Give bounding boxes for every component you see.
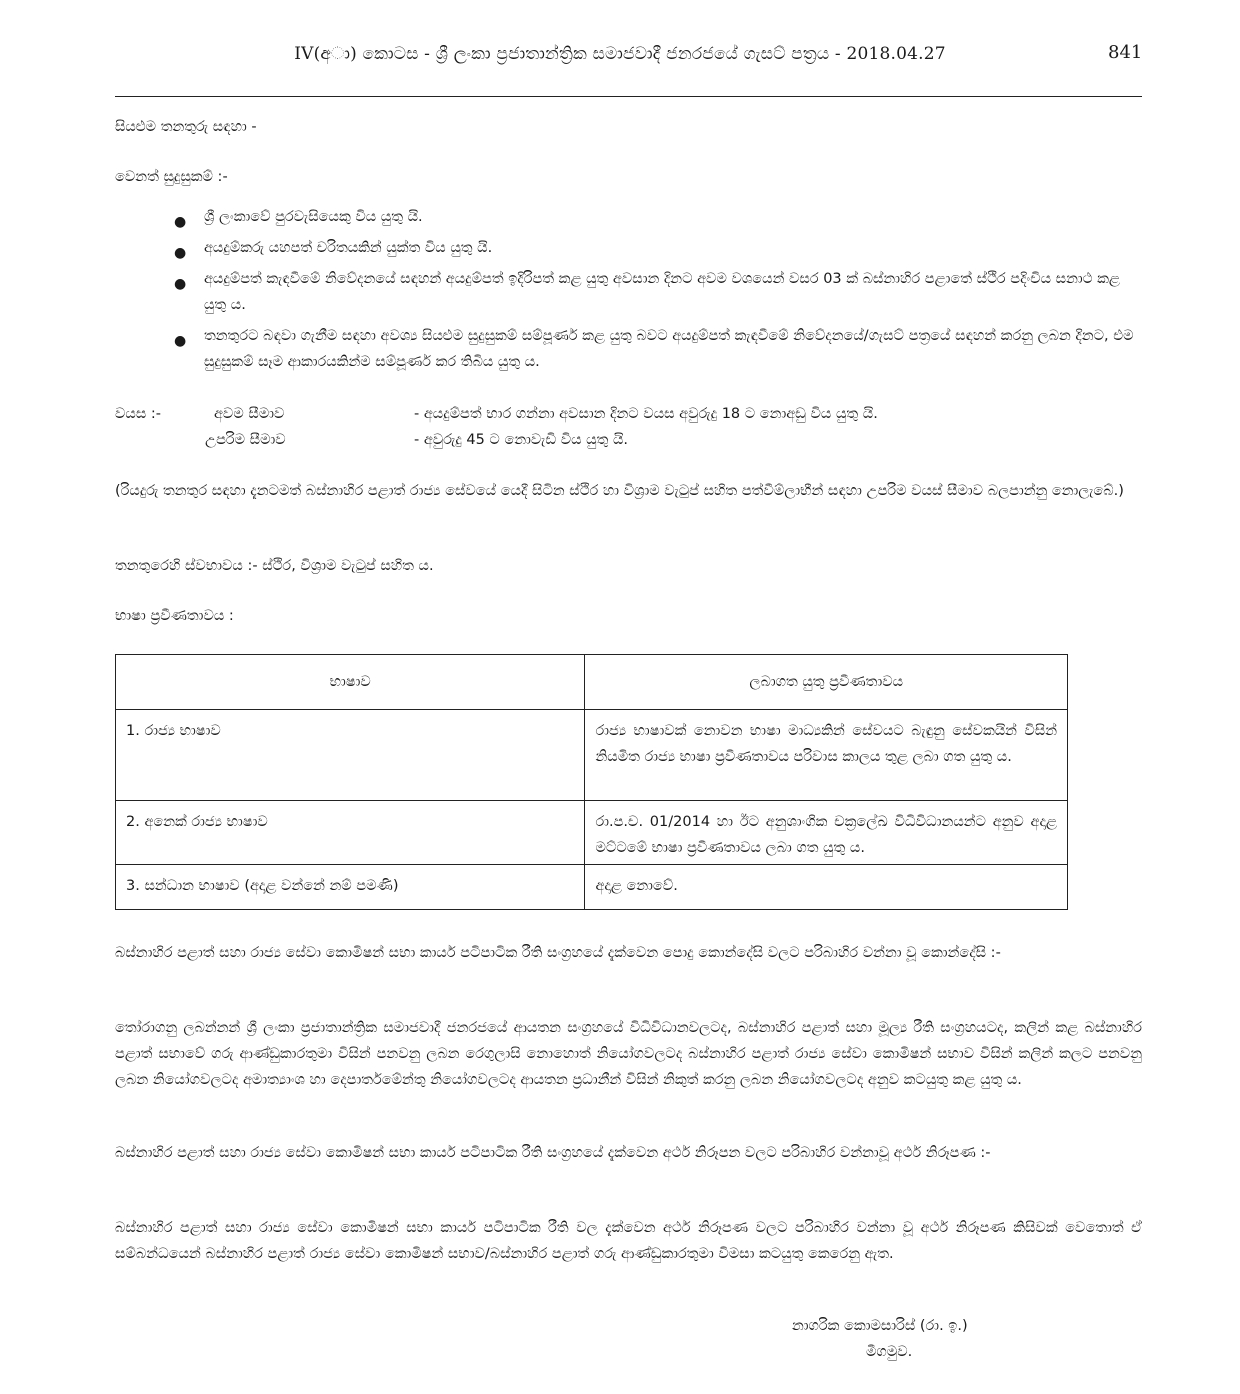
table-cell: 1. රාජ්‍ය භාෂාව xyxy=(116,710,585,801)
age-note: (රියදුරු තනතුර සඳහා දැනටමත් බස්නාහිර පළාත් රාජ්‍ය සේවයේ යෙදී සිටින ස්ථිර හා විශ්‍රාම වැටුප් සහිත පත්වීම්ලාභීන් සඳහා උපරිම වයස් සීමාව බලපාන්නු නොලැබේ.) xyxy=(115,483,1124,499)
all-posts-heading: සියළුම තනතුරු සඳහා - xyxy=(115,119,257,135)
list-item: ● අයදුම්පත් කැඳවීමේ නිවේදනයේ සඳහන් අයදුම්පත් ඉදිරිපත් කළ යුතු අවසාන දිනට අවම වශයෙන් වසර 03 ක් බස්නාහිර පළාතේ ස්ථිර පදිංචිය සනාථ කළ යුතු ය. xyxy=(174,271,1120,313)
header-divider xyxy=(115,96,1142,97)
other-qualifications-heading: වෙනත් සුදුසුකම් :- xyxy=(115,169,228,185)
list-item: ● ශ්‍රී ලංකාවේ පුරවැසියෙකු විය යුතු යි. xyxy=(170,204,1142,230)
age-max-label: උපරිම සීමාව xyxy=(205,432,286,448)
table-cell: රා.ප.ච. 01/2014 හා ඊට අනුශාංගික චක්‍රලේඛ විධිවිධානයන්ට අනුව අදාළ මට්ටමේ භාෂා ප්‍රවීණතාවය ලබා ගත යුතු ය. xyxy=(585,801,1068,865)
bullet-icon: ● xyxy=(174,333,187,349)
bullet-icon: ● xyxy=(174,214,187,230)
table-header-row xyxy=(116,655,1068,710)
post-nature: තනතුරෙහි ස්වභාවය :- ස්ථිර, විශ්‍රාම වැටුප් සහිත ය. xyxy=(115,558,434,574)
table-cell: 3. සන්ධාන භාෂාව (අදාළ වන්නේ නම් පමණි) xyxy=(116,865,585,910)
gazette-header-title: IV(අා) කොටස - ශ්‍රී ලංකා ප්‍රජාතාන්ත්‍රික සමාජවාදී ජනරජයේ ගැසට් පත්‍රය - 2018.04.27 xyxy=(294,44,946,64)
table-cell: අදාළ නොවේ. xyxy=(585,865,1068,910)
age-min-text: - අයදුම්පත් භාර ගන්නා අවසාන දිනට වයස අවුරුදු 18 ට නොඅඩු විය යුතු යි. xyxy=(414,406,878,422)
conditions-heading: බස්නාහිර පළාත් සහා රාජ්‍ය සේවා කොමිෂන් සභා කාර්ය පටිපාටික රීති සංග්‍රහයේ දැක්වෙන පොදු කොන්දේසි වලට පරිබාහිර වන්නා වූ කොන්දේසි :- xyxy=(115,945,1001,961)
bullet-icon: ● xyxy=(174,276,187,292)
age-min-label: අවම සීමාව xyxy=(214,406,285,422)
table-row xyxy=(116,710,1068,801)
table-header-language: භාෂාව xyxy=(116,655,585,710)
list-item: ● අයදුම්කරු යහපත් චරිතයකින් යුක්ත විය යුතු යි. xyxy=(170,235,1142,261)
qualification-list xyxy=(170,204,1142,380)
table-header-proficiency: ලබාගත යුතු ප්‍රවීණතාවය xyxy=(585,655,1068,710)
language-proficiency-heading: භාෂා ප්‍රවීණතාවය : xyxy=(115,608,234,624)
conditions-body: තෝරාගනු ලබන්නන් ශ්‍රී ලංකා ප්‍රජාතාන්ත්‍රික සමාජවාදී ජනරජයේ ආයතන සංග්‍රහයේ විධිවිධානවලටද, බස්නාහිර පළාත් සහා මූල්‍ය රීති සංග්‍රහයටද, කලින් කළ බස්නාහිර පළාත් සභාවේ ගරු ආණ්ඩුකාරතුමා විසින් පනවනු ලබන රෙගුලාසි නොහොත් නියෝගවලටද බස්නාහිර පළාත් රාජ්‍ය සේවා කොමිෂන් සභාව විසින් කලින් කලට පනවනු ලබන නියෝගවලටද අමාත්‍යාංශ හා දෙපාර්තමේන්තු නියෝගවලටද ආයතන ප්‍රධානීන් විසින් නිකුත් කරනු ලබන නියෝගවලටද අනුව කටයුතු කළ යුතු ය. xyxy=(115,1020,1142,1088)
signature-title: නාගරික කොමසාරිස් (රා. ඉ.) xyxy=(792,1318,968,1334)
table-row xyxy=(116,865,1068,910)
definitions-body: බස්නාහිර පළාත් සහා රාජ්‍ය සේවා කොමිෂන් සභා කාර්ය පටිපාටික රීති වල දැක්වෙන අර්ථ නිරූපණ වලට පරිබාහිර වන්නා වූ අර්ථ නිරූපණ කිසිවක් වෙතොත් ඒ සම්බන්ධයෙන් බස්නාහිර පළාත් රාජ්‍ය සේවා කොමිෂන් සභාව/බස්නාහිර පළාත් ගරු ආණ්ඩුකාරතුමා විමසා කටයුතු කෙරෙනු ඇත. xyxy=(115,1220,1142,1262)
table-row xyxy=(116,801,1068,865)
signature-place: මීගමුව. xyxy=(866,1344,913,1360)
list-item: ● තනතුරට බඳවා ගැනීම සඳහා අවශ්‍ය සියළුම සුදුසුකම් සම්පූර්ණ කළ යුතු බවට අයදුම්පත් කැඳවීමේ නිවේදනයේ/ගැසට් පත්‍රයේ සඳහන් කරනු ලබන දිනට, එම සුදුසුකම් සෑම ආකාරයකින්ම සම්පූර්ණ කර තිබිය යුතු ය. xyxy=(174,328,1134,370)
definitions-heading: බස්නාහිර පළාත් සහා රාජ්‍ය සේවා කොමිෂන් සභා කාර්ය පටිපාටික රීති සංග්‍රහයේ දැක්වෙන අර්ථ නිරූපන වලට පරිබාහිර වන්නාවූ අර්ථ නිරූපණ :- xyxy=(115,1145,991,1161)
table-cell: රාජ්‍ය භාෂාවක් නොවන භාෂා මාධ්‍යකින් සේවයට බැඳුනු සේවකයින් විසින් නියමිත රාජ්‍ය භාෂා ප්‍රවීණතාවය පරිවාස කාලය තුළ ලබා ගත යුතු ය. xyxy=(585,710,1068,801)
table-cell: 2. අනෙක් රාජ්‍ය භාෂාව xyxy=(116,801,585,865)
language-proficiency-table xyxy=(115,654,1068,910)
bullet-icon: ● xyxy=(174,245,187,261)
page-number: 841 xyxy=(1108,42,1143,63)
age-max-text: - අවුරුදු 45 ට නොවැඩි විය යුතු යි. xyxy=(414,432,629,448)
age-label: වයස :- xyxy=(115,406,162,422)
